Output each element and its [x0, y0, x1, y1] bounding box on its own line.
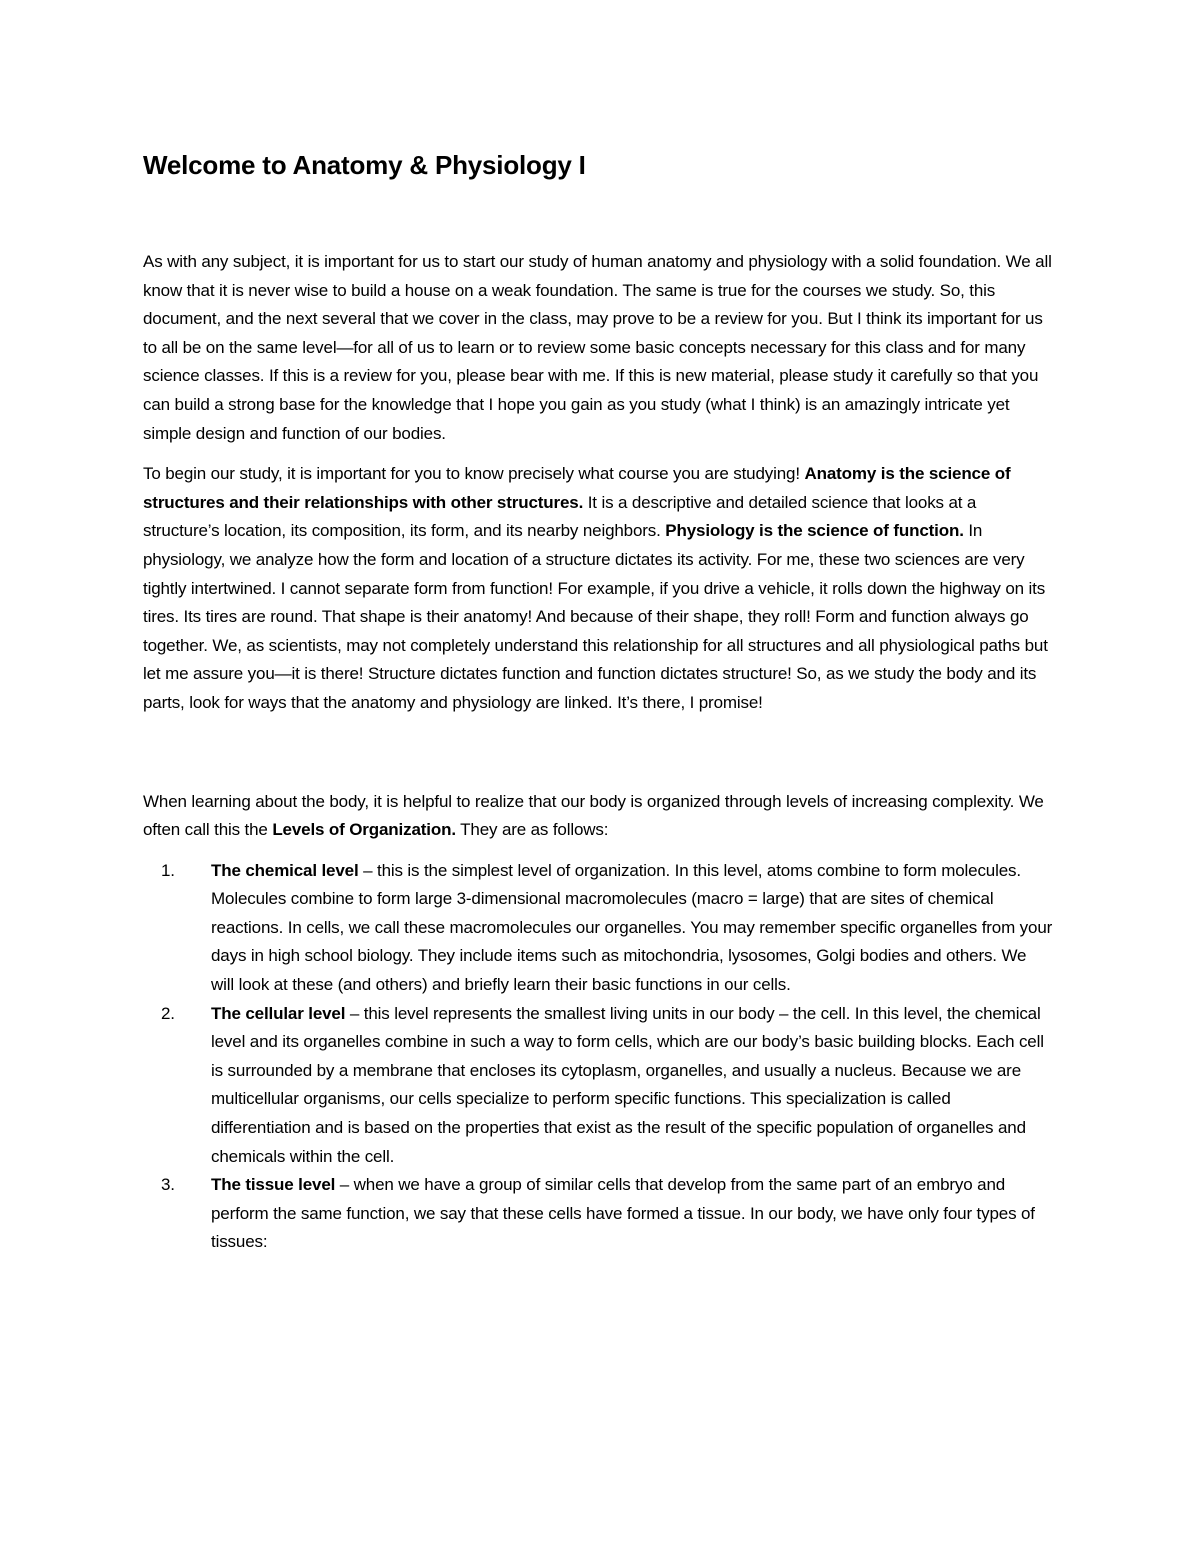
- list-item-number: 2.: [161, 1003, 175, 1023]
- list-item-text: – this is the simplest level of organization. In this level, atoms combine to form molecules. Molecules combine to form large 3-dimensional macromolecules (macro = large) that are sites of chemical reactions. In cells, we call these macromolecules our organelles. You may remember specific organelles from your days in high school biology. They include items such as mitochondria, lysosomes, Golgi bodies and others. We will look at these (and others) and briefly learn their basic functions in our cells.: [211, 860, 1053, 995]
- list-item-tissue-level: [143, 1171, 1053, 1257]
- intro-paragraph: As with any subject, it is important for us to start our study of human anatomy and physiology with a solid foundation. We all know that it is never wise to build a house on a weak foundation. The same is true for the courses we study. So, this document, and the next several that we cover in the class, may prove to be a review for you. But I think its important for us to all be on the same level—for all of us to learn or to review some basic concepts necessary for this class and for many science classes. If this is a review for you, please bear with me. If this is new material, please study it carefully so that you can build a strong base for the knowledge that I hope you gain as you study (what I think) is an amazingly intricate yet simple design and function of our bodies.: [143, 252, 1052, 443]
- list-item-chemical-level: [143, 857, 1053, 1000]
- list-item-text: – this level represents the smallest living units in our body – the cell. In this level, the chemical level and its organelles combine in such a way to form cells, which are our body’s basic building blocks. Each cell is surrounded by a membrane that encloses its cytoplasm, organelles, and usually a nucleus. Because we are multicellular organisms, our cells specialize to perform specific functions. This specialization is called differentiation and is based on the properties that exist as the result of the specific population of organelles and chemicals within the cell.: [211, 1003, 1044, 1166]
- levels-intro-paragraph: [143, 788, 1053, 845]
- list-item-number: 1.: [161, 860, 175, 880]
- list-item-term: The chemical level: [211, 860, 359, 880]
- definitions-rest: In physiology, we analyze how the form and location of a structure dictates its activity. For me, these two sciences are very tightly intertwined. I cannot separate form from function! For example, if you drive a vehicle, it rolls down the highway on its tires. Its tires are round. That shape is their anatomy! And because of their shape, they roll! Form and function always go together. We, as scientists, may not completely understand this relationship for all structures and all physiological paths but let me assure you—it is there! Structure dictates function and function dictates structure! So, as we study the body and its parts, look for ways that the anatomy and physiology are linked. It’s there, I promise!: [143, 521, 1048, 712]
- levels-term: Levels of Organization.: [272, 820, 456, 840]
- list-item-text: – when we have a group of similar cells that develop from the same part of an embryo and perform the same function, we say that these cells have formed a tissue. In our body, we have only four types of tissues:: [211, 1175, 1035, 1252]
- list-item-term: The tissue level: [211, 1175, 336, 1195]
- list-item-cellular-level: [143, 1000, 1053, 1172]
- document-body: [143, 148, 1053, 1257]
- levels-intro-outro: They are as follows:: [455, 820, 609, 840]
- definitions-intro: To begin our study, it is important for you to know precisely what course you are studying!: [143, 464, 805, 484]
- levels-list: [143, 857, 1053, 1257]
- physiology-definition: Physiology is the science of function.: [665, 521, 964, 541]
- page-title: Welcome to Anatomy & Physiology I: [143, 150, 586, 180]
- definitions-paragraph: [143, 460, 1053, 717]
- definitions-middle: It is a descriptive and detailed science that looks at a structure’s location, its composition, its form, and its nearby neighbors.: [143, 492, 977, 541]
- anatomy-definition: Anatomy is the science of structures and their relationships with other structures.: [143, 464, 1011, 512]
- list-item-number: 3.: [161, 1175, 175, 1195]
- list-item-term: The cellular level: [211, 1003, 346, 1023]
- levels-intro-text: When learning about the body, it is helpful to realize that our body is organized through levels of increasing complexity. We often call this the: [143, 791, 1044, 840]
